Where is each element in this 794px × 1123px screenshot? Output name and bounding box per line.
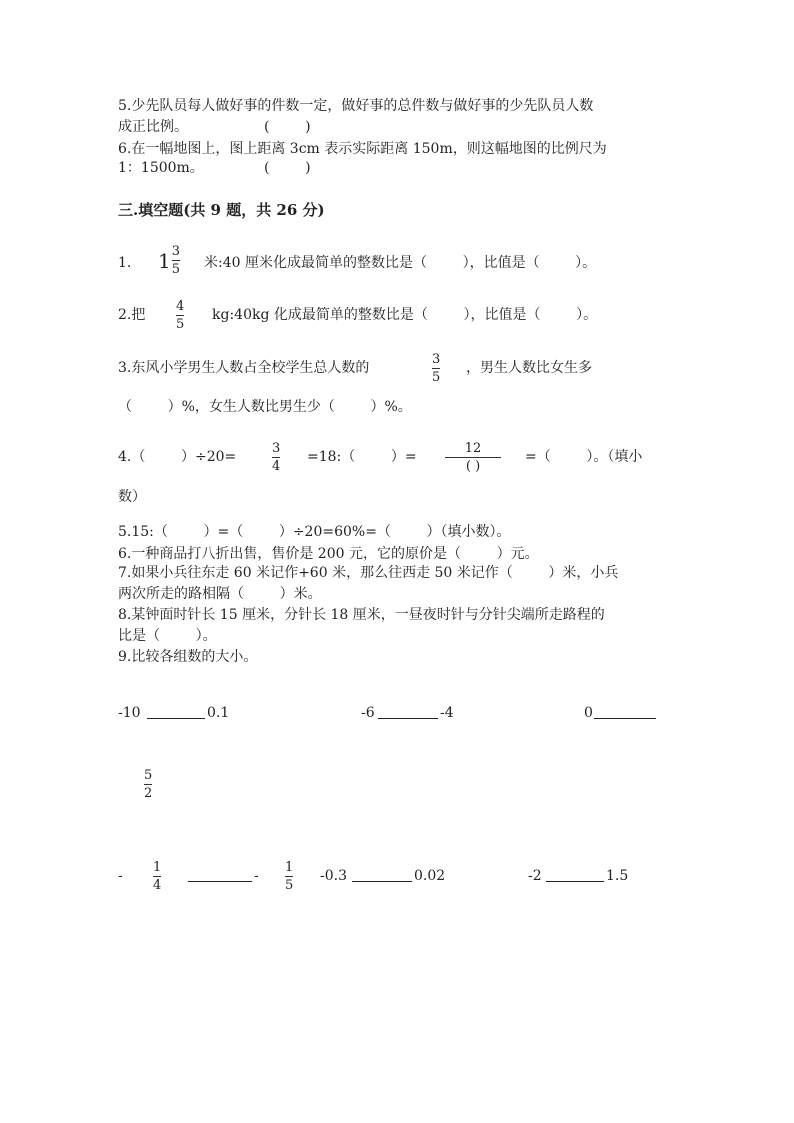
q5-line1: 5.少先队员每人做好事的件数一定，做好事的总件数与做好事的少先队员人数 — [118, 98, 594, 114]
q5-answer-paren[interactable]: ( ) — [264, 119, 311, 135]
denominator: 5 — [432, 370, 441, 385]
compare-b-blank[interactable] — [378, 718, 438, 719]
fill-q3-fraction — [432, 352, 440, 385]
compare-a-blank[interactable] — [147, 718, 205, 719]
fill-q4-line2: 数） — [118, 489, 146, 505]
numerator: 3 — [272, 441, 281, 456]
denominator-blank[interactable]: ( ) — [465, 459, 481, 474]
fill-q6: 6.一种商品打八折出售，售价是 200 元，它的原价是（ ）元。 — [118, 546, 539, 562]
compare-b-right: -4 — [440, 705, 454, 721]
compare-d-blank[interactable] — [188, 881, 252, 882]
compare-d-neg: - — [118, 868, 123, 884]
fill-q2-fraction — [176, 299, 184, 332]
q5-line2: 成正比例。 — [118, 119, 188, 135]
fraction — [172, 244, 180, 277]
fill-q1-number: 1. — [118, 255, 132, 271]
fill-q5: 5.15:（ ）=（ ）÷20=60%=（ ）（填小数）。 — [118, 524, 511, 540]
fill-q9: 9.比较各组数的大小。 — [118, 649, 258, 665]
q6-line2: 1：1500m。 — [118, 160, 204, 176]
compare-d-neg2: - — [254, 868, 259, 884]
denominator: 2 — [144, 786, 153, 801]
compare-d2-fraction — [285, 860, 293, 893]
fill-q3-text: 3.东风小学男生人数占全校学生总人数的 — [118, 360, 370, 376]
q6-answer-paren[interactable]: ( ) — [264, 160, 311, 176]
q6-line1: 6.在一幅地图上，图上距离 3cm 表示实际距离 150m，则这幅地图的比例尺为 — [118, 141, 607, 157]
fill-q4-c: =（ ）。（填小 — [525, 449, 643, 465]
fill-q4-fraction — [272, 441, 280, 474]
fill-q3-line2: （ ）%，女生人数比男生少（ ）%。 — [118, 399, 412, 415]
numerator: 12 — [464, 441, 482, 456]
compare-e-blank[interactable] — [352, 881, 412, 882]
fill-q1-text: 米:40 厘米化成最简单的整数比是（ ），比值是（ ）。 — [204, 255, 597, 271]
compare-f-left: -2 — [528, 868, 542, 884]
fill-q8-line2: 比是（ ）。 — [118, 628, 217, 644]
fill-q8-line1: 8.某钟面时针长 15 厘米，分针长 18 厘米，一昼夜时针与分针尖端所走路程的 — [118, 607, 605, 623]
fill-q7-line2: 两次所走的路相隔（ ）米。 — [118, 586, 322, 602]
numerator: 5 — [144, 768, 153, 783]
section-title: 三.填空题(共 9 题，共 26 分) — [118, 201, 325, 219]
denominator: 5 — [176, 317, 185, 332]
numerator: 1 — [285, 860, 294, 875]
fill-q7-line1: 7.如果小兵往东走 60 米记作+60 米，那么往西走 50 米记作（ ）米，小兵 — [118, 565, 619, 581]
fill-q3-text2: ，男生人数比女生多 — [466, 360, 592, 376]
compare-a-right: 0.1 — [207, 705, 230, 721]
fill-q4-b: =18:（ ）= — [307, 449, 417, 465]
numerator: 3 — [171, 244, 181, 259]
fill-q1-mixed-number — [158, 244, 180, 277]
denominator: 4 — [153, 878, 162, 893]
numerator: 1 — [153, 860, 162, 875]
mixed-whole: 1 — [158, 248, 171, 273]
denominator: 5 — [285, 878, 294, 893]
numerator: 3 — [432, 352, 441, 367]
fill-q4-fraction-blank — [445, 441, 501, 474]
numerator: 4 — [176, 299, 185, 314]
compare-c-left: 0 — [584, 705, 593, 721]
compare-a-left: -10 — [118, 705, 141, 721]
compare-e-right: 0.02 — [414, 868, 446, 884]
compare-f-blank[interactable] — [546, 881, 604, 882]
compare-e-left: -0.3 — [320, 868, 347, 884]
compare-d-fraction — [153, 860, 161, 893]
denominator: 5 — [171, 262, 181, 277]
compare-c-fraction — [144, 768, 152, 801]
fill-q2-number: 2.把 — [118, 307, 146, 323]
compare-f-right: 1.5 — [606, 868, 629, 884]
fill-q2-text: kg:40kg 化成最简单的整数比是（ ），比值是（ ）。 — [212, 307, 598, 323]
compare-c-blank[interactable] — [594, 718, 656, 719]
fill-q4-a: 4.（ ）÷20= — [118, 449, 237, 465]
compare-b-left: -6 — [361, 705, 375, 721]
denominator: 4 — [272, 459, 281, 474]
